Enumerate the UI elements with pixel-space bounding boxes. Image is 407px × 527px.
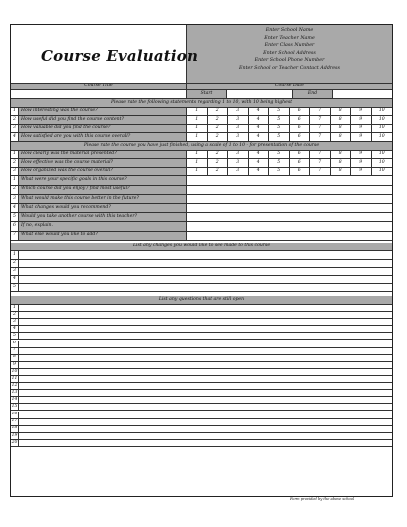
rating-option[interactable]: 2	[208, 151, 229, 159]
item-number: 14	[11, 397, 18, 403]
item-number: 4	[11, 276, 19, 283]
entry-field[interactable]	[19, 426, 392, 432]
rating-option[interactable]: 4	[249, 125, 270, 133]
item-number: 18	[11, 425, 18, 431]
rating-option[interactable]: 3	[228, 151, 249, 159]
rating-option[interactable]: 8	[331, 168, 352, 176]
school-info-line: Enter School Name	[265, 28, 314, 33]
entry-field[interactable]	[19, 312, 392, 318]
item-number: 5	[11, 333, 19, 339]
item-number: 3	[11, 125, 19, 133]
item-number: 7	[11, 348, 19, 354]
item-number: 3	[11, 319, 19, 325]
answer-field[interactable]	[187, 176, 392, 184]
entry-field[interactable]	[19, 319, 392, 325]
rating-option[interactable]: 3	[228, 108, 249, 116]
list-item	[11, 412, 392, 419]
rating-option[interactable]: 6	[290, 159, 311, 167]
entry-field[interactable]	[19, 326, 392, 332]
rating-row	[11, 168, 392, 177]
item-number: 6	[11, 341, 19, 347]
section-instruction: List any questions that are still open	[158, 296, 245, 302]
rating-option[interactable]: 7	[310, 168, 331, 176]
start-label: Start	[187, 90, 227, 98]
item-number: 3	[11, 268, 19, 275]
rating-option[interactable]: 4	[249, 116, 270, 124]
list-item	[11, 390, 392, 397]
item-number: 4	[11, 133, 19, 141]
item-number: 19	[11, 432, 18, 438]
rating-item-label: How effective was the course material?	[19, 159, 187, 167]
question-row	[11, 222, 392, 231]
school-info-line: Enter School Phone Number	[254, 58, 325, 64]
section-instruction-row	[11, 243, 392, 252]
school-info-line: Enter Class Number	[264, 43, 315, 49]
rating-option[interactable]: 7	[310, 116, 331, 124]
list-item	[11, 433, 392, 440]
entry-field[interactable]	[19, 412, 392, 418]
list-item	[11, 251, 392, 259]
start-date-field[interactable]	[227, 90, 293, 98]
item-number: 9	[11, 362, 19, 368]
rating-option[interactable]: 6	[290, 125, 311, 133]
rating-option[interactable]: 5	[269, 159, 290, 167]
answer-field[interactable]	[187, 204, 392, 212]
rating-option[interactable]: 9	[351, 133, 372, 141]
question-row	[11, 176, 392, 185]
rating-option[interactable]: 6	[290, 116, 311, 124]
list-item	[11, 383, 392, 390]
rating-option[interactable]: 10	[378, 159, 385, 165]
rating-option[interactable]: 1	[187, 133, 208, 141]
rating-option[interactable]: 8	[331, 116, 352, 124]
rating-option[interactable]: 5	[269, 125, 290, 133]
rating-option[interactable]: 7	[310, 108, 331, 116]
item-number: 13	[11, 390, 18, 395]
rating-item-label: How valuable did you find the course?	[19, 125, 187, 133]
item-number: 2	[11, 312, 19, 318]
entry-field[interactable]	[19, 419, 392, 425]
question-row	[11, 204, 392, 213]
entry-field[interactable]	[19, 276, 392, 283]
entry-field[interactable]	[19, 348, 392, 354]
rating-row	[11, 125, 392, 134]
rating-option[interactable]: 4	[249, 159, 270, 167]
rating-option[interactable]: 10	[378, 108, 385, 114]
rating-row	[11, 116, 392, 125]
entry-field[interactable]	[19, 362, 392, 368]
list-item	[11, 397, 392, 404]
question-row	[11, 213, 392, 222]
item-number: 12	[11, 383, 18, 388]
list-item	[11, 376, 392, 383]
rating-option[interactable]: 4	[249, 108, 270, 116]
rating-option[interactable]: 8	[331, 159, 352, 167]
rating-option[interactable]: 8	[331, 125, 352, 133]
rating-option[interactable]: 5	[269, 133, 290, 141]
course-date-label: Course Date	[275, 84, 304, 89]
form-header	[11, 25, 392, 84]
item-number: 3	[11, 195, 19, 203]
rating-option[interactable]: 6	[290, 133, 311, 141]
rating-option[interactable]: 7	[310, 133, 331, 141]
question-label: What changes would you recommend?	[19, 204, 187, 212]
rating-item-label: How clearly was the material presented?	[19, 151, 187, 159]
list-item	[11, 268, 392, 276]
answer-field[interactable]	[187, 222, 392, 230]
item-number: 1	[11, 151, 19, 159]
list-item	[11, 333, 392, 340]
rating-row	[11, 151, 392, 160]
list-item	[11, 355, 392, 362]
rating-option[interactable]: 6	[290, 168, 311, 176]
rating-option[interactable]: 10	[378, 168, 385, 174]
list-item	[11, 319, 392, 326]
rating-option[interactable]: 3	[228, 116, 249, 124]
entry-field[interactable]	[19, 404, 392, 410]
rating-option[interactable]: 1	[187, 125, 208, 133]
answer-field[interactable]	[187, 186, 392, 194]
item-number: 20	[11, 439, 18, 445]
school-info	[187, 27, 392, 73]
entry-field[interactable]	[19, 341, 392, 347]
item-number: 2	[11, 186, 19, 194]
answer-field[interactable]	[187, 232, 392, 240]
rating-option[interactable]: 10	[378, 116, 385, 122]
entry-field[interactable]	[19, 369, 392, 375]
list-item	[11, 326, 392, 333]
school-info-line: Enter School or Teacher Contact Address	[239, 65, 340, 71]
entry-field[interactable]	[19, 355, 392, 361]
rating-option[interactable]: 4	[249, 151, 270, 159]
entry-field[interactable]	[19, 268, 392, 275]
rating-option[interactable]: 1	[187, 168, 208, 176]
question-label: Would you take another course with this teacher?	[19, 213, 187, 221]
section-instruction: Please rate the course you have just finished, using a scale of 1 to 10 - for presentation of the course	[83, 142, 320, 148]
rating-option[interactable]: 10	[378, 125, 385, 131]
entry-field[interactable]	[19, 305, 392, 311]
entry-field[interactable]	[19, 397, 392, 403]
rating-option[interactable]: 6	[290, 151, 311, 159]
item-number: 5	[11, 284, 19, 291]
entry-field[interactable]	[19, 251, 392, 258]
rating-option[interactable]: 5	[269, 168, 290, 176]
rating-option[interactable]: 5	[269, 116, 290, 124]
section-instruction-row	[11, 99, 392, 108]
entry-field[interactable]	[19, 333, 392, 339]
list-item	[11, 305, 392, 312]
rating-option[interactable]: 1	[187, 116, 208, 124]
rating-option[interactable]: 8	[331, 108, 352, 116]
section-instruction-row	[11, 142, 392, 151]
question-label: What were your specific goals in this course?	[19, 176, 187, 184]
answer-field[interactable]	[187, 195, 392, 203]
list-item	[11, 419, 392, 426]
course-title-field[interactable]	[11, 90, 187, 98]
rating-option[interactable]: 7	[310, 151, 331, 159]
end-label: End	[293, 90, 333, 98]
section-instruction: List any changes you would like to see made to this course	[132, 243, 271, 249]
question-label: Which course did you enjoy / find most useful?	[19, 186, 187, 194]
course-entry-row	[11, 90, 392, 99]
rating-option[interactable]: 3	[228, 159, 249, 167]
question-row	[11, 195, 392, 204]
entry-field[interactable]	[19, 390, 392, 396]
end-date-field[interactable]	[333, 90, 392, 98]
list-item	[11, 404, 392, 411]
rating-option[interactable]: 2	[208, 125, 229, 133]
rating-option[interactable]: 3	[228, 125, 249, 133]
item-number: 4	[11, 326, 19, 332]
footer-note: Form provided by the above school	[290, 497, 355, 501]
list-item	[11, 312, 392, 319]
item-number: 2	[11, 159, 19, 167]
school-info-line: Enter School Address	[263, 50, 316, 56]
list-item	[11, 341, 392, 348]
rating-option[interactable]: 2	[208, 116, 229, 124]
item-number: 1	[11, 305, 19, 311]
rating-option[interactable]: 7	[310, 159, 331, 167]
list-item	[11, 260, 392, 268]
rating-item-label: How useful did you find the course content?	[19, 116, 187, 124]
rating-option[interactable]: 8	[331, 151, 352, 159]
item-number: 1	[11, 108, 19, 116]
item-number: 16	[11, 411, 18, 417]
item-number: 3	[11, 168, 19, 176]
entry-field[interactable]	[19, 376, 392, 382]
rating-item-label: How organized was the course overall?	[19, 168, 187, 176]
item-number: 17	[11, 418, 18, 424]
item-number: 5	[11, 213, 19, 221]
question-label: What would make this course better in the future?	[19, 195, 187, 203]
rating-option[interactable]: 2	[208, 133, 229, 141]
item-number: 2	[11, 260, 19, 267]
item-number: 2	[11, 116, 19, 124]
rating-option[interactable]: 9	[351, 159, 372, 167]
section-instruction: Please rate the following statements regarding 1 to 10, with 10 being highest	[110, 99, 293, 105]
item-number: 15	[11, 404, 18, 410]
rating-option[interactable]: 7	[310, 125, 331, 133]
list-item	[11, 276, 392, 284]
list-item	[11, 348, 392, 355]
rating-option[interactable]: 9	[351, 168, 372, 176]
rating-option[interactable]: 2	[208, 168, 229, 176]
rating-option[interactable]: 9	[351, 125, 372, 133]
item-number: 10	[11, 368, 18, 374]
rating-option[interactable]: 9	[351, 116, 372, 124]
rating-option[interactable]: 5	[269, 108, 290, 116]
rating-option[interactable]: 3	[228, 168, 249, 176]
entry-field[interactable]	[19, 433, 392, 439]
list-item	[11, 426, 392, 433]
course-title-label: Course Title	[11, 84, 187, 89]
list-item	[11, 369, 392, 376]
rating-option[interactable]: 6	[290, 108, 311, 116]
rating-item-label: How interesting was the course?	[19, 108, 187, 116]
section-instruction-row	[11, 296, 392, 305]
list-item	[11, 440, 392, 447]
rating-option[interactable]: 1	[187, 159, 208, 167]
rating-row	[11, 133, 392, 142]
rating-option[interactable]: 8	[331, 133, 352, 141]
rating-option[interactable]: 2	[208, 159, 229, 167]
item-number: 7	[11, 232, 19, 240]
rating-option[interactable]: 10	[378, 151, 385, 157]
question-row	[11, 186, 392, 195]
rating-row	[11, 159, 392, 168]
question-label: If no, explain.	[19, 222, 187, 230]
answer-field[interactable]	[187, 213, 392, 221]
rating-option[interactable]: 9	[351, 151, 372, 159]
rating-option[interactable]: 3	[228, 133, 249, 141]
rating-option[interactable]: 9	[351, 108, 372, 116]
evaluation-form	[10, 24, 393, 497]
entry-field[interactable]	[19, 284, 392, 291]
list-item	[11, 362, 392, 369]
item-number: 1	[11, 176, 19, 184]
question-label: What else would you like to add?	[19, 232, 187, 240]
item-number: 4	[11, 204, 19, 212]
rating-option[interactable]: 1	[187, 108, 208, 116]
entry-field[interactable]	[19, 260, 392, 267]
form-title: Course Evaluation	[41, 47, 199, 65]
item-number: 6	[11, 222, 19, 230]
entry-field[interactable]	[19, 383, 392, 389]
rating-option[interactable]: 1	[187, 151, 208, 159]
rating-option[interactable]: 4	[249, 133, 270, 141]
rating-row	[11, 108, 392, 117]
rating-option[interactable]: 5	[269, 151, 290, 159]
list-item	[11, 284, 392, 292]
item-number: 1	[11, 251, 19, 258]
rating-item-label: How satisfied are you with this course overall?	[19, 133, 187, 141]
question-row	[11, 232, 392, 241]
school-info-line: Enter Teacher Name	[264, 35, 315, 41]
item-number: 11	[11, 376, 18, 381]
item-number: 8	[11, 355, 19, 361]
rating-option[interactable]: 2	[208, 108, 229, 116]
entry-field[interactable]	[19, 440, 392, 446]
rating-option[interactable]: 4	[249, 168, 270, 176]
rating-option[interactable]: 10	[378, 133, 385, 139]
